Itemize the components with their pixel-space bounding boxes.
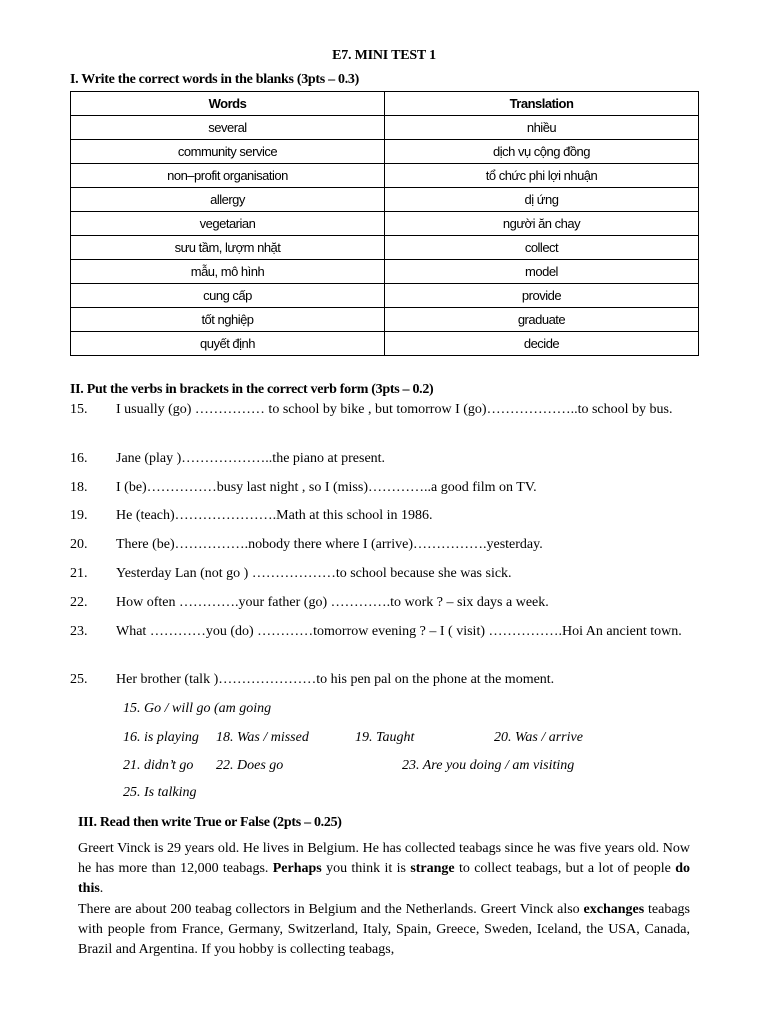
- word-cell: mẫu, mô hình: [71, 260, 385, 284]
- answer-19: 19. Taught: [355, 730, 415, 745]
- question-text: What …………you (do) …………tomorrow evening ? – I ( visit) …………….Hoi An ancient town.: [116, 624, 682, 639]
- table-row: [71, 236, 699, 260]
- question-text: I (be)……………busy last night , so I (miss)…………..a good film on TV.: [116, 480, 537, 495]
- table-header-words: Words: [71, 92, 385, 116]
- paragraph-text: .: [99, 881, 104, 896]
- word-cell: several: [71, 116, 385, 140]
- answer-18: 18. Was / missed: [216, 730, 309, 745]
- question-number: 23.: [70, 624, 88, 639]
- question-text: Jane (play )………………..the piano at present.: [116, 451, 386, 466]
- answer-23: 23. Are you doing / am visiting: [402, 758, 575, 773]
- word-cell: cung cấp: [71, 284, 385, 308]
- question-15: [70, 400, 698, 420]
- translation-cell: model: [385, 260, 699, 284]
- answer-22: 22. Does go: [216, 758, 284, 773]
- translation-cell: người ăn chay: [385, 212, 699, 236]
- word-cell: non–profit organisation: [71, 164, 385, 188]
- translation-cell: dị ứng: [385, 188, 699, 212]
- section-1-heading: I. Write the correct words in the blanks (3pts – 0.3): [70, 72, 359, 87]
- question-text: Her brother (talk )…………………to his pen pal on the phone at the moment.: [116, 672, 555, 687]
- question-number: 19.: [70, 508, 88, 523]
- question-text: Yesterday Lan (not go ) ………………to school because she was sick.: [116, 566, 512, 581]
- table-row: [71, 308, 699, 332]
- question-text: He (teach)………………….Math at this school in 1986.: [116, 508, 433, 523]
- table-row: [71, 212, 699, 236]
- question-number: 22.: [70, 595, 88, 610]
- table-row: [71, 188, 699, 212]
- question-text: I usually (go) …………… to school by bike , but tomorrow I (go)………………..to school by bus.: [116, 402, 673, 417]
- question-number: 15.: [70, 402, 88, 417]
- question-number: 25.: [70, 672, 88, 687]
- word-cell: quyết định: [71, 332, 385, 356]
- bold-word-perhaps: Perhaps: [272, 861, 322, 876]
- paragraph-text: teabags with people from France, Germany, Switzerland, Italy, Spain, Greece, Sweden, Iceland, the USA, Canada, Brazil and Argentina. If you hobby is collecting teabags,: [78, 902, 691, 957]
- question-text: There (be)…………….nobody there where I (arrive)…………….yesterday.: [116, 537, 543, 552]
- question-text: How often ………….your father (go) ………….to work ? – six days a week.: [116, 595, 549, 610]
- table-row: [71, 164, 699, 188]
- table-header-row: [71, 92, 699, 116]
- word-cell: vegetarian: [71, 212, 385, 236]
- section-3-heading: III. Read then write True or False (2pts – 0.25): [78, 815, 342, 830]
- bold-phrase-do-this: do this: [78, 861, 690, 896]
- word-cell: community service: [71, 140, 385, 164]
- page-title: E7. MINI TEST 1: [332, 48, 436, 63]
- answer-16: 16. is playing: [123, 730, 199, 745]
- translation-cell: collect: [385, 236, 699, 260]
- paragraph-text: Greert Vinck is 29 years old. He lives in Belgium. He has collected teabags since he was five years old. Now he has more than 12,000 teabags.: [78, 841, 690, 876]
- table-row: [71, 260, 699, 284]
- word-cell: tốt nghiệp: [71, 308, 385, 332]
- reading-paragraph-1: [78, 839, 690, 899]
- answer-15: 15. Go / will go (am going: [123, 701, 272, 716]
- question-number: 18.: [70, 480, 88, 495]
- translation-cell: dịch vụ cộng đồng: [385, 140, 699, 164]
- paragraph-text: to collect teabags, but a lot of people: [454, 861, 676, 876]
- word-cell: sưu tầm, lượm nhặt: [71, 236, 385, 260]
- bold-word-strange: strange: [410, 861, 455, 876]
- answer-21: 21. didn’t go: [123, 758, 194, 773]
- reading-paragraph-2: [78, 900, 690, 960]
- bold-word-exchanges: exchanges: [583, 902, 645, 917]
- table-row: [71, 116, 699, 140]
- section-2-heading: II. Put the verbs in brackets in the correct verb form (3pts – 0.2): [70, 382, 434, 397]
- answer-25: 25. Is talking: [123, 785, 197, 800]
- table-row: [71, 140, 699, 164]
- translation-cell: tổ chức phi lợi nhuận: [385, 164, 699, 188]
- question-23: [70, 622, 698, 642]
- vocabulary-table: [70, 91, 699, 356]
- question-number: 20.: [70, 537, 88, 552]
- paragraph-text: There are about 200 teabag collectors in Belgium and the Netherlands. Greert Vinck also: [78, 902, 584, 917]
- question-number: 16.: [70, 451, 88, 466]
- word-cell: allergy: [71, 188, 385, 212]
- table-header-translation: Translation: [385, 92, 699, 116]
- translation-cell: nhiều: [385, 116, 699, 140]
- translation-cell: decide: [385, 332, 699, 356]
- table-row: [71, 332, 699, 356]
- table-row: [71, 284, 699, 308]
- translation-cell: graduate: [385, 308, 699, 332]
- paragraph-text: you think it is: [321, 861, 411, 876]
- answer-20: 20. Was / arrive: [494, 730, 583, 745]
- translation-cell: provide: [385, 284, 699, 308]
- question-number: 21.: [70, 566, 88, 581]
